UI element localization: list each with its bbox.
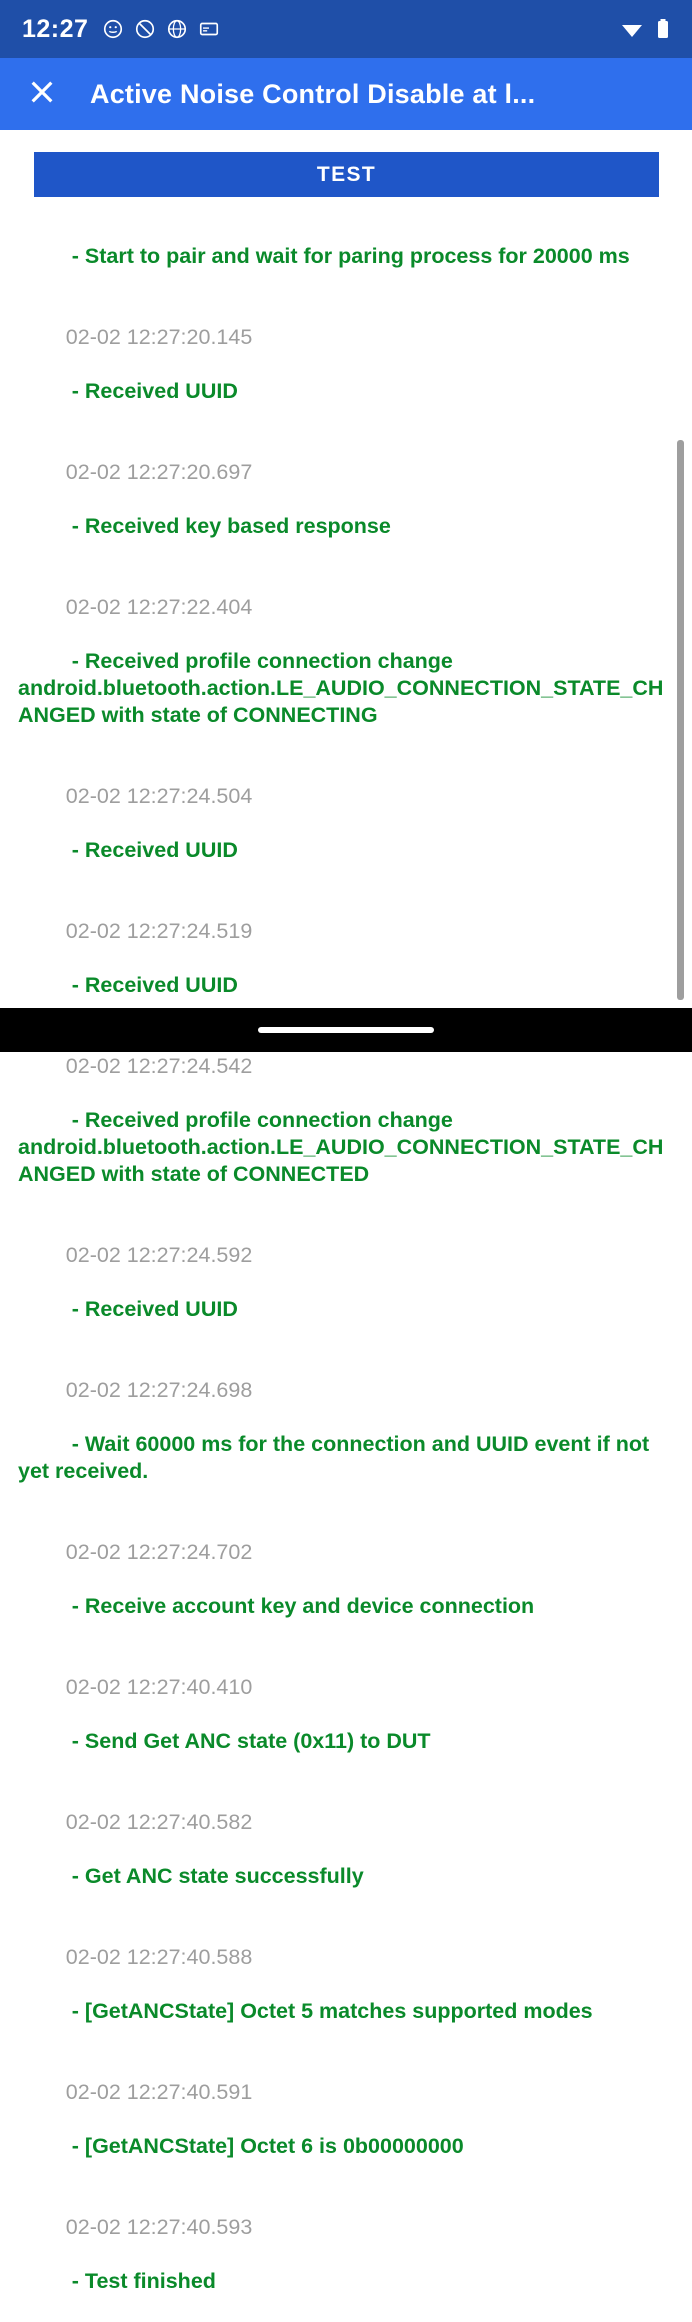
battery-icon xyxy=(656,18,670,40)
log-entry xyxy=(18,1647,666,1782)
smiley-icon xyxy=(102,18,124,40)
log-entry xyxy=(18,297,666,432)
status-bar xyxy=(0,0,692,58)
log-message: - Wait 60000 ms for the connection and UUID event if not yet received. xyxy=(18,1432,656,1483)
log-timestamp: 02-02 12:27:20.145 xyxy=(65,325,253,349)
log-entry xyxy=(18,1782,666,1917)
log-timestamp: 02-02 12:27:24.542 xyxy=(65,1054,253,1078)
status-bar-right-icons xyxy=(620,18,670,40)
log-entry xyxy=(18,1215,666,1350)
log-entry xyxy=(18,891,666,1026)
log-message: - Received UUID xyxy=(65,1297,238,1321)
log-message: - Start to pair and wait for paring process for 20000 ms xyxy=(65,244,630,268)
content-area xyxy=(0,130,692,2293)
log-timestamp: 02-02 12:27:20.697 xyxy=(65,460,253,484)
log-timestamp: 02-02 12:27:40.410 xyxy=(65,1675,253,1699)
log-message: - [GetANCState] Octet 5 matches supported modes xyxy=(65,1999,593,2023)
log-timestamp: 02-02 12:27:40.588 xyxy=(65,1945,253,1969)
app-bar xyxy=(0,58,692,130)
log-entry xyxy=(18,216,666,297)
log-message: - Received key based response xyxy=(65,514,391,538)
test-button[interactable]: TEST xyxy=(34,152,659,197)
page-title: Active Noise Control Disable at l... xyxy=(90,78,536,109)
scrollbar-thumb[interactable] xyxy=(677,440,684,1000)
log-entry xyxy=(18,2052,666,2187)
log-entry xyxy=(18,1512,666,1647)
log-entry xyxy=(18,756,666,891)
card-icon xyxy=(198,18,220,40)
log-message: - Received UUID xyxy=(65,379,238,403)
log-timestamp: 02-02 12:27:40.591 xyxy=(65,2080,253,2104)
log-message: - Received profile connection change android.bluetooth.action.LE_AUDIO_CONNECTION_STATE_CHANGED with state of CONNECTED xyxy=(18,1108,664,1186)
wifi-icon xyxy=(620,19,644,39)
status-clock: 12:27 xyxy=(22,14,89,43)
log-entry xyxy=(18,1350,666,1512)
log-message: - Received UUID xyxy=(65,973,238,997)
close-button[interactable] xyxy=(20,72,64,116)
log-entry xyxy=(18,1026,666,1215)
log-timestamp: 02-02 12:27:40.593 xyxy=(65,2215,253,2239)
log-entry xyxy=(18,2187,666,2322)
log-entry xyxy=(18,567,666,756)
log-message: - Test finished xyxy=(65,2269,216,2293)
log-timestamp: 02-02 12:27:24.702 xyxy=(65,1540,253,1564)
log-message: - Received UUID xyxy=(65,838,238,862)
log-message: - Received profile connection change android.bluetooth.action.LE_AUDIO_CONNECTION_STATE_CHANGED with state of CONNECTING xyxy=(18,649,664,727)
log-timestamp: 02-02 12:27:24.592 xyxy=(65,1243,253,1267)
log-message: - [GetANCState] Octet 6 is 0b00000000 xyxy=(65,2134,464,2158)
close-icon xyxy=(26,76,58,113)
globe-icon xyxy=(166,18,188,40)
log-entry xyxy=(18,432,666,567)
log-timestamp: 02-02 12:27:24.698 xyxy=(65,1378,253,1402)
log-timestamp: 02-02 12:27:24.519 xyxy=(65,919,253,943)
log-timestamp: 02-02 12:27:24.504 xyxy=(65,784,253,808)
log-output xyxy=(0,130,692,2293)
log-timestamp: 02-02 12:27:22.404 xyxy=(65,595,253,619)
log-message: - Receive account key and device connection xyxy=(65,1594,535,1618)
log-message: - Send Get ANC state (0x11) to DUT xyxy=(65,1729,431,1753)
block-icon xyxy=(134,18,156,40)
status-bar-left-icons xyxy=(102,18,220,40)
log-message: - Get ANC state successfully xyxy=(65,1864,364,1888)
log-entry xyxy=(18,1917,666,2052)
log-timestamp: 02-02 12:27:40.582 xyxy=(65,1810,253,1834)
